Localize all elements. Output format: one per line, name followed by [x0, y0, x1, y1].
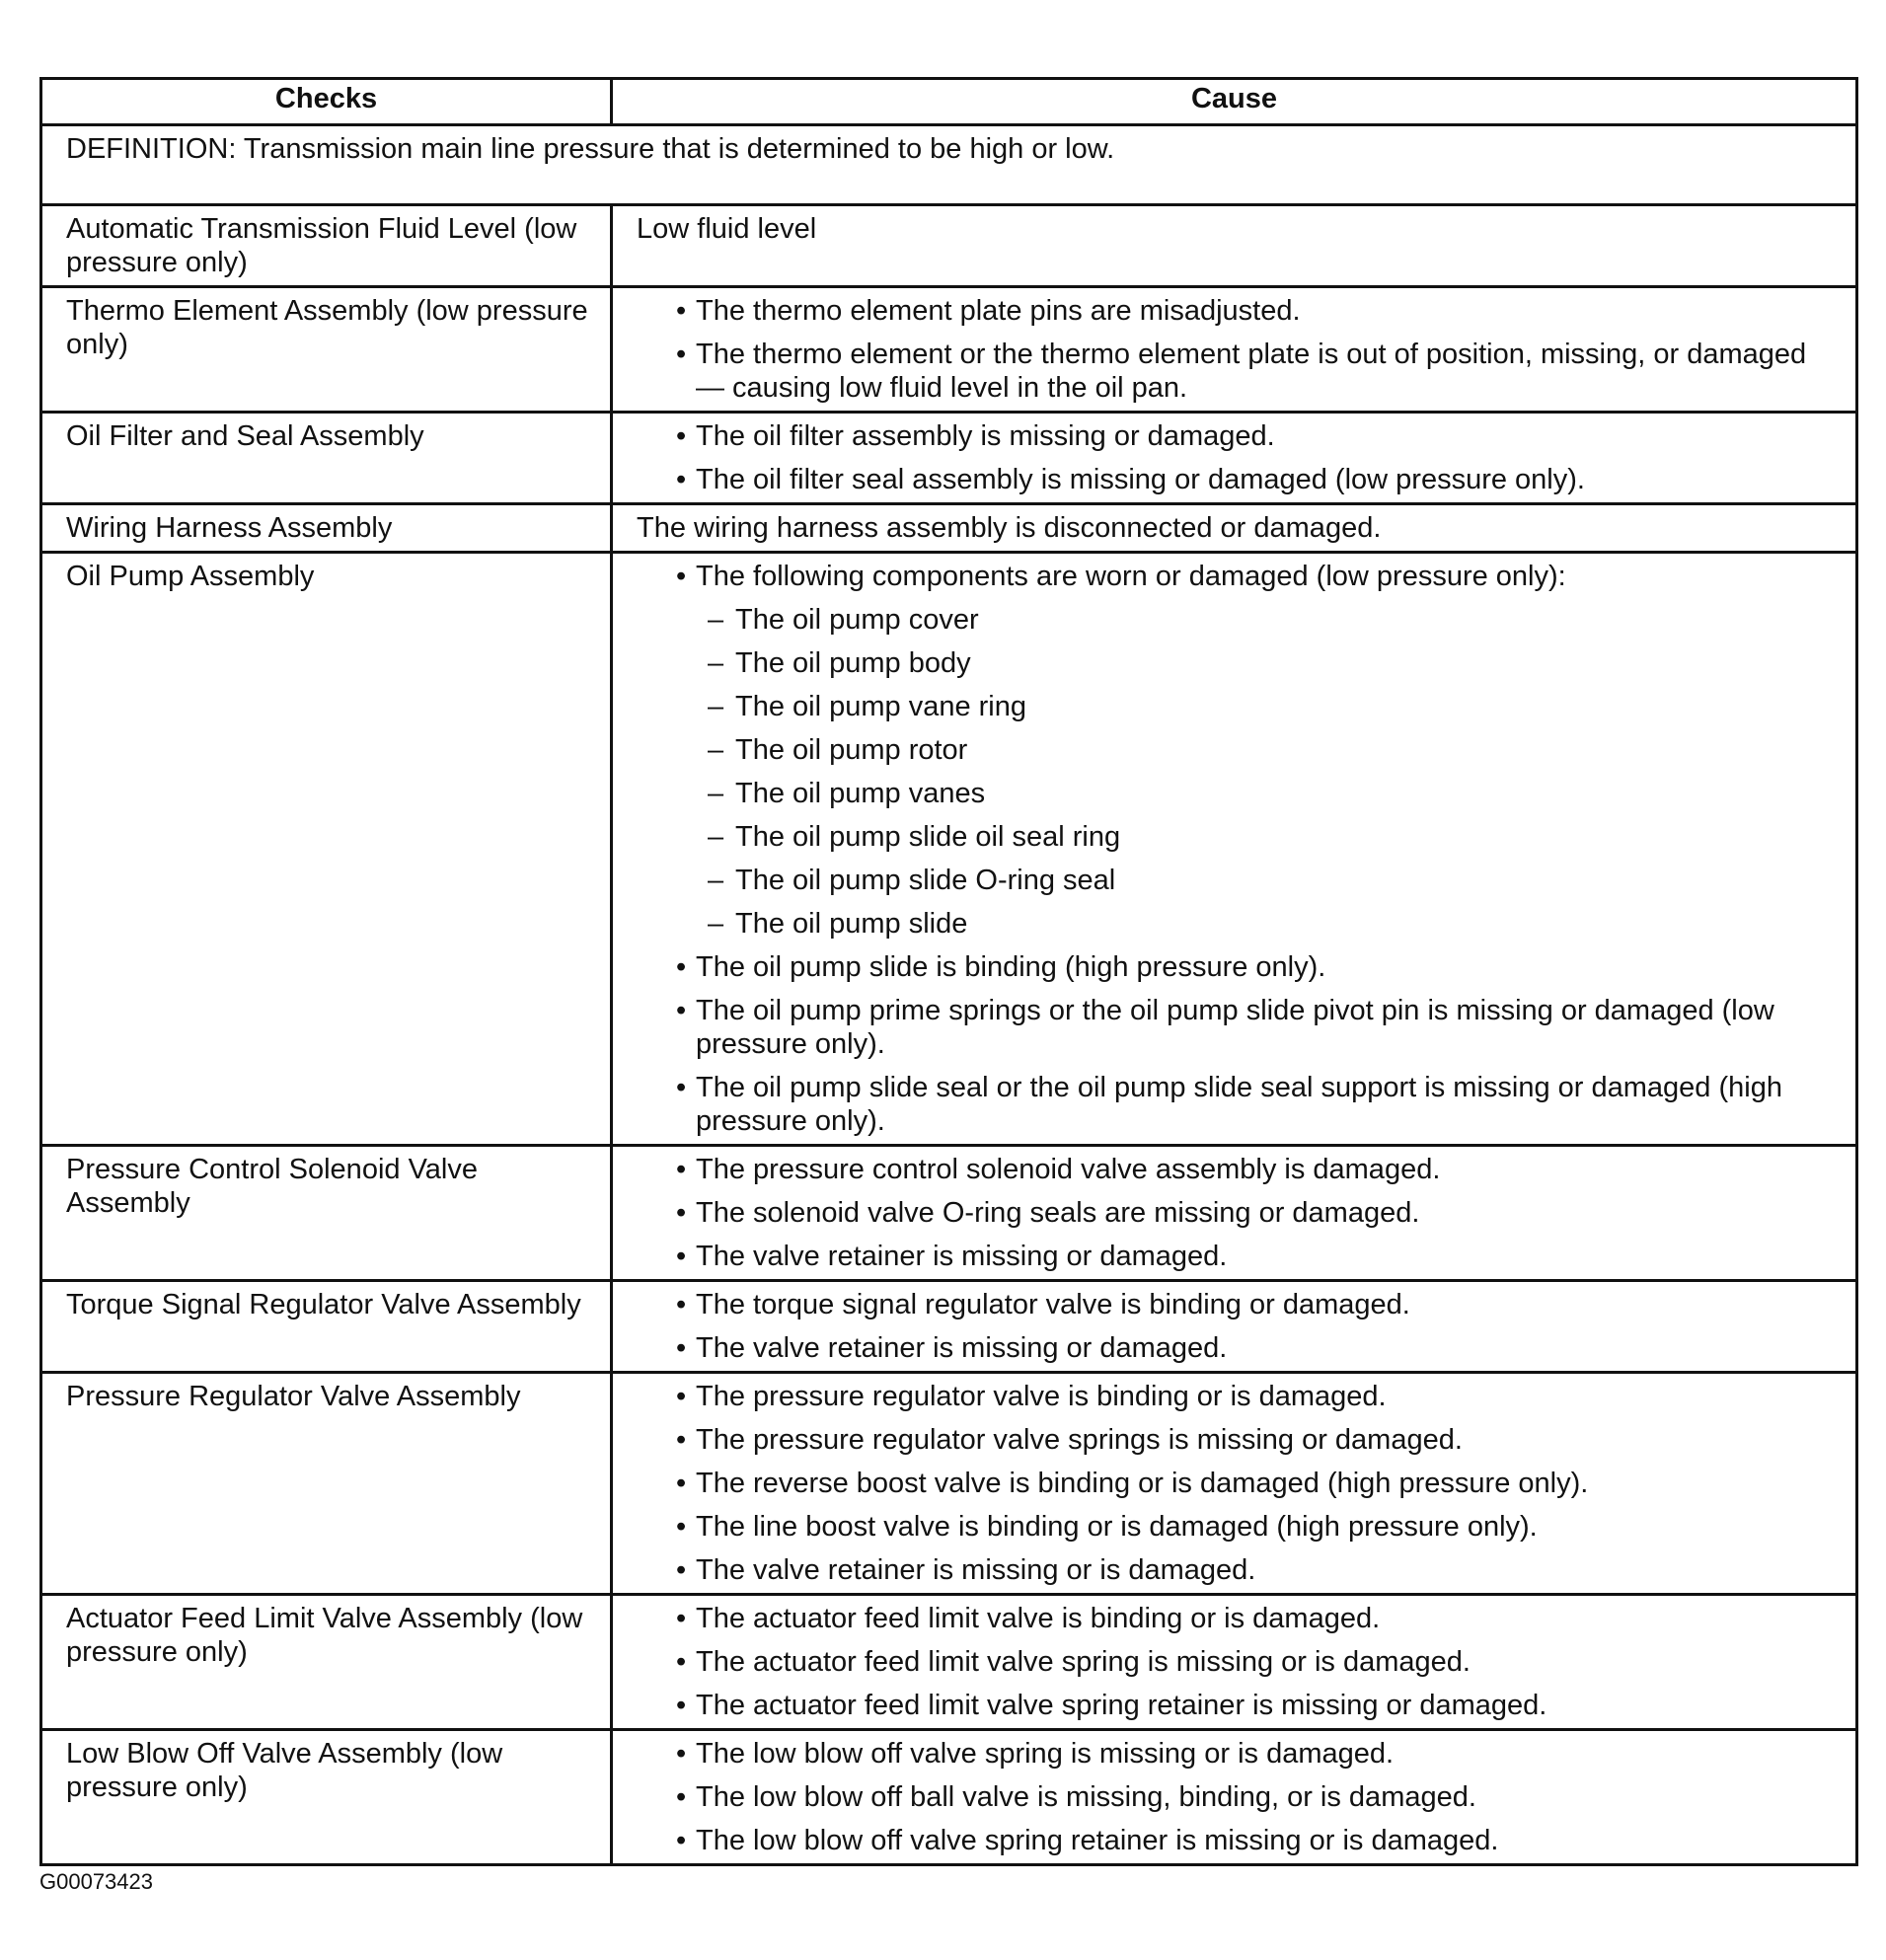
check-cell: Pressure Control Solenoid Valve Assembly	[41, 1146, 612, 1281]
list-item-text: The following components are worn or damaged (low pressure only):	[696, 561, 1566, 592]
list-item: • The oil pump slide is binding (high pressure only).	[676, 950, 1842, 984]
check-cell: Oil Filter and Seal Assembly	[41, 413, 612, 504]
list-item: • The actuator feed limit valve spring is missing or is damaged.	[676, 1645, 1842, 1679]
cause-cell	[612, 1595, 1857, 1730]
table-row	[41, 553, 1857, 1146]
check-cell: Actuator Feed Limit Valve Assembly (low pressure only)	[41, 1595, 612, 1730]
list-item: • The actuator feed limit valve is binding or is damaged.	[676, 1602, 1842, 1635]
cause-list	[637, 1380, 1842, 1587]
list-item: • The oil filter assembly is missing or damaged.	[676, 419, 1842, 453]
list-item: • The actuator feed limit valve spring retainer is missing or damaged.	[676, 1689, 1842, 1722]
check-cell: Torque Signal Regulator Valve Assembly	[41, 1281, 612, 1373]
header-checks: Checks	[41, 79, 612, 125]
cause-text: The wiring harness assembly is disconnected or damaged.	[637, 512, 1382, 544]
cause-list	[637, 1737, 1842, 1857]
table-row	[41, 1373, 1857, 1595]
figure-id: G00073423	[39, 1869, 153, 1894]
cause-list	[637, 1153, 1842, 1273]
list-item: • The pressure regulator valve is binding or is damaged.	[676, 1380, 1842, 1413]
sub-list-item: – The oil pump body	[708, 646, 1842, 680]
check-cell: Thermo Element Assembly (low pressure only)	[41, 287, 612, 413]
sub-list-item: – The oil pump vane ring	[708, 690, 1842, 723]
cause-cell	[612, 1146, 1857, 1281]
cause-cell	[612, 1373, 1857, 1595]
list-item: • The valve retainer is missing or is damaged.	[676, 1553, 1842, 1587]
cause-list	[637, 419, 1842, 496]
list-item: • The valve retainer is missing or damaged.	[676, 1240, 1842, 1273]
sub-list-item: – The oil pump slide	[708, 907, 1842, 941]
list-item: • The valve retainer is missing or damaged.	[676, 1331, 1842, 1365]
check-cell: Oil Pump Assembly	[41, 553, 612, 1146]
list-item: • The low blow off valve spring is missing or is damaged.	[676, 1737, 1842, 1771]
cause-list	[637, 560, 1842, 1138]
sub-list-item: – The oil pump slide O-ring seal	[708, 864, 1842, 897]
list-item: • The reverse boost valve is binding or is damaged (high pressure only).	[676, 1467, 1842, 1500]
cause-text: Low fluid level	[637, 213, 817, 245]
list-item: • The line boost valve is binding or is damaged (high pressure only).	[676, 1510, 1842, 1544]
list-item: • The low blow off ball valve is missing, binding, or is damaged.	[676, 1780, 1842, 1814]
header-row	[41, 79, 1857, 125]
cause-cell	[612, 205, 1857, 287]
sub-list-item: – The oil pump cover	[708, 603, 1842, 637]
list-item: • The pressure control solenoid valve assembly is damaged.	[676, 1153, 1842, 1186]
list-item: • The thermo element or the thermo element plate is out of position, missing, or damaged — causing low fluid level in the oil pan.	[676, 338, 1842, 405]
cause-cell	[612, 1730, 1857, 1865]
table-row	[41, 287, 1857, 413]
table-row	[41, 504, 1857, 553]
sub-list-item: – The oil pump vanes	[708, 777, 1842, 810]
cause-cell	[612, 504, 1857, 553]
table-row	[41, 1730, 1857, 1865]
list-item: • The torque signal regulator valve is binding or damaged.	[676, 1288, 1842, 1321]
cause-cell	[612, 287, 1857, 413]
list-item: • The thermo element plate pins are misadjusted.	[676, 294, 1842, 328]
table-row	[41, 205, 1857, 287]
table-row	[41, 1281, 1857, 1373]
check-cell: Pressure Regulator Valve Assembly	[41, 1373, 612, 1595]
list-item: • The pressure regulator valve springs is missing or damaged.	[676, 1423, 1842, 1457]
list-item: • The oil pump slide seal or the oil pump slide seal support is missing or damaged (high pressure only).	[676, 1071, 1842, 1138]
list-item	[676, 560, 1842, 941]
cause-cell	[612, 553, 1857, 1146]
table-row	[41, 1146, 1857, 1281]
check-cell: Wiring Harness Assembly	[41, 504, 612, 553]
sub-list-item: – The oil pump slide oil seal ring	[708, 820, 1842, 854]
check-cell: Low Blow Off Valve Assembly (low pressure only)	[41, 1730, 612, 1865]
cause-list	[637, 294, 1842, 405]
list-item: • The low blow off valve spring retainer is missing or is damaged.	[676, 1824, 1842, 1857]
cause-list	[637, 1602, 1842, 1722]
list-item: • The oil pump prime springs or the oil pump slide pivot pin is missing or damaged (low pressure only).	[676, 994, 1842, 1061]
header-cause: Cause	[612, 79, 1857, 125]
cause-cell	[612, 413, 1857, 504]
sub-list	[696, 603, 1842, 941]
list-item: • The solenoid valve O-ring seals are missing or damaged.	[676, 1196, 1842, 1230]
check-cell: Automatic Transmission Fluid Level (low pressure only)	[41, 205, 612, 287]
cause-list	[637, 1288, 1842, 1365]
definition-row	[41, 125, 1857, 205]
table-row	[41, 413, 1857, 504]
definition-text: DEFINITION: Transmission main line pressure that is determined to be high or low.	[41, 125, 1857, 205]
table-row	[41, 1595, 1857, 1730]
cause-cell	[612, 1281, 1857, 1373]
diagnostic-table	[39, 77, 1858, 1866]
sub-list-item: – The oil pump rotor	[708, 733, 1842, 767]
list-item: • The oil filter seal assembly is missing or damaged (low pressure only).	[676, 463, 1842, 496]
